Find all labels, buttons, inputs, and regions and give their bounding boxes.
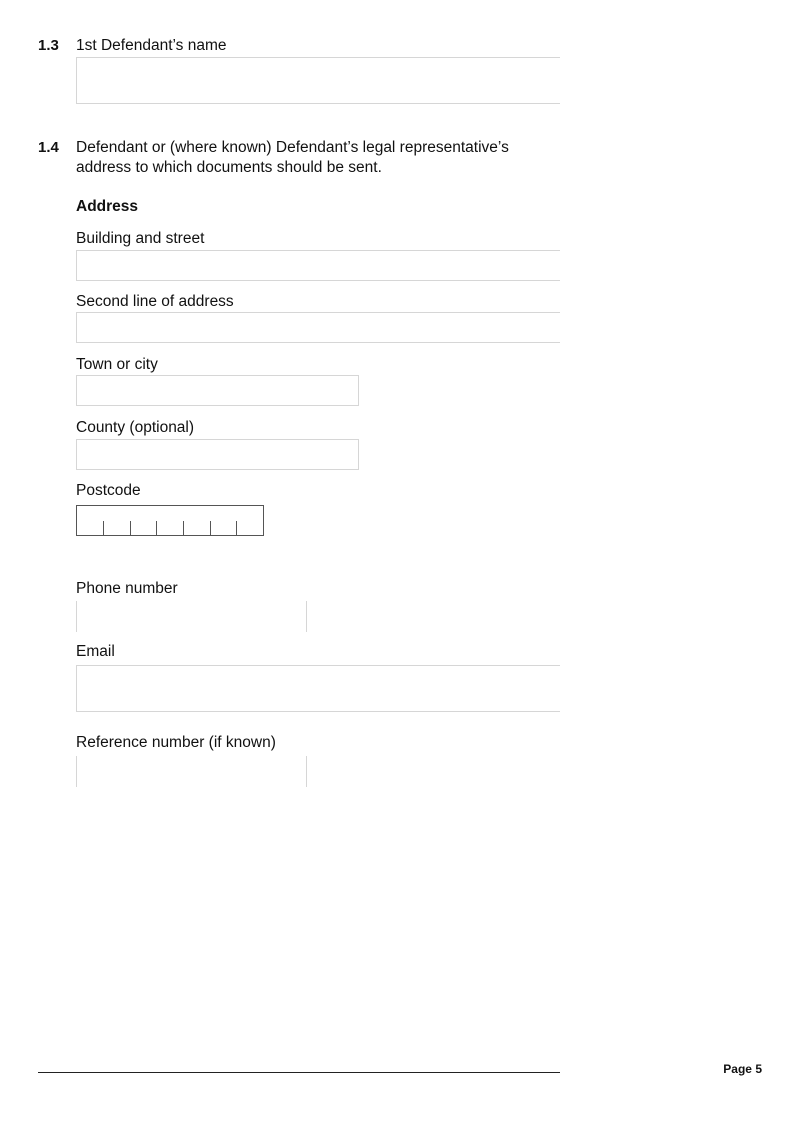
email-label: Email: [76, 643, 115, 660]
page-number: Page 5: [723, 1062, 762, 1076]
defendant-name-label: 1st Defendant’s name: [76, 37, 227, 54]
postcode-divider: [210, 521, 211, 535]
footer-divider: [38, 1072, 560, 1073]
second-line-label: Second line of address: [76, 293, 234, 310]
building-street-label: Building and street: [76, 230, 205, 247]
town-city-label: Town or city: [76, 356, 158, 373]
building-street-field[interactable]: [76, 250, 560, 281]
postcode-label: Postcode: [76, 482, 141, 499]
reference-label: Reference number (if known): [76, 734, 276, 751]
postcode-divider: [156, 521, 157, 535]
phone-field[interactable]: [76, 601, 307, 632]
defendant-name-field[interactable]: [76, 57, 560, 104]
address-question-label-line2: address to which documents should be sent.: [76, 159, 382, 176]
postcode-field[interactable]: [76, 505, 264, 536]
question-number-1-4: 1.4: [38, 139, 59, 156]
address-question-label-line1: Defendant or (where known) Defendant’s legal representative’s: [76, 139, 509, 156]
county-label: County (optional): [76, 419, 195, 436]
email-field[interactable]: [76, 665, 560, 712]
phone-label: Phone number: [76, 580, 178, 597]
postcode-divider: [130, 521, 131, 535]
town-city-field[interactable]: [76, 375, 359, 406]
reference-field[interactable]: [76, 756, 307, 787]
address-heading: Address: [76, 198, 139, 215]
postcode-divider: [103, 521, 104, 535]
postcode-divider: [183, 521, 184, 535]
postcode-divider: [236, 521, 237, 535]
question-number-1-3: 1.3: [38, 37, 59, 54]
second-line-field[interactable]: [76, 312, 560, 343]
county-field[interactable]: [76, 439, 359, 470]
